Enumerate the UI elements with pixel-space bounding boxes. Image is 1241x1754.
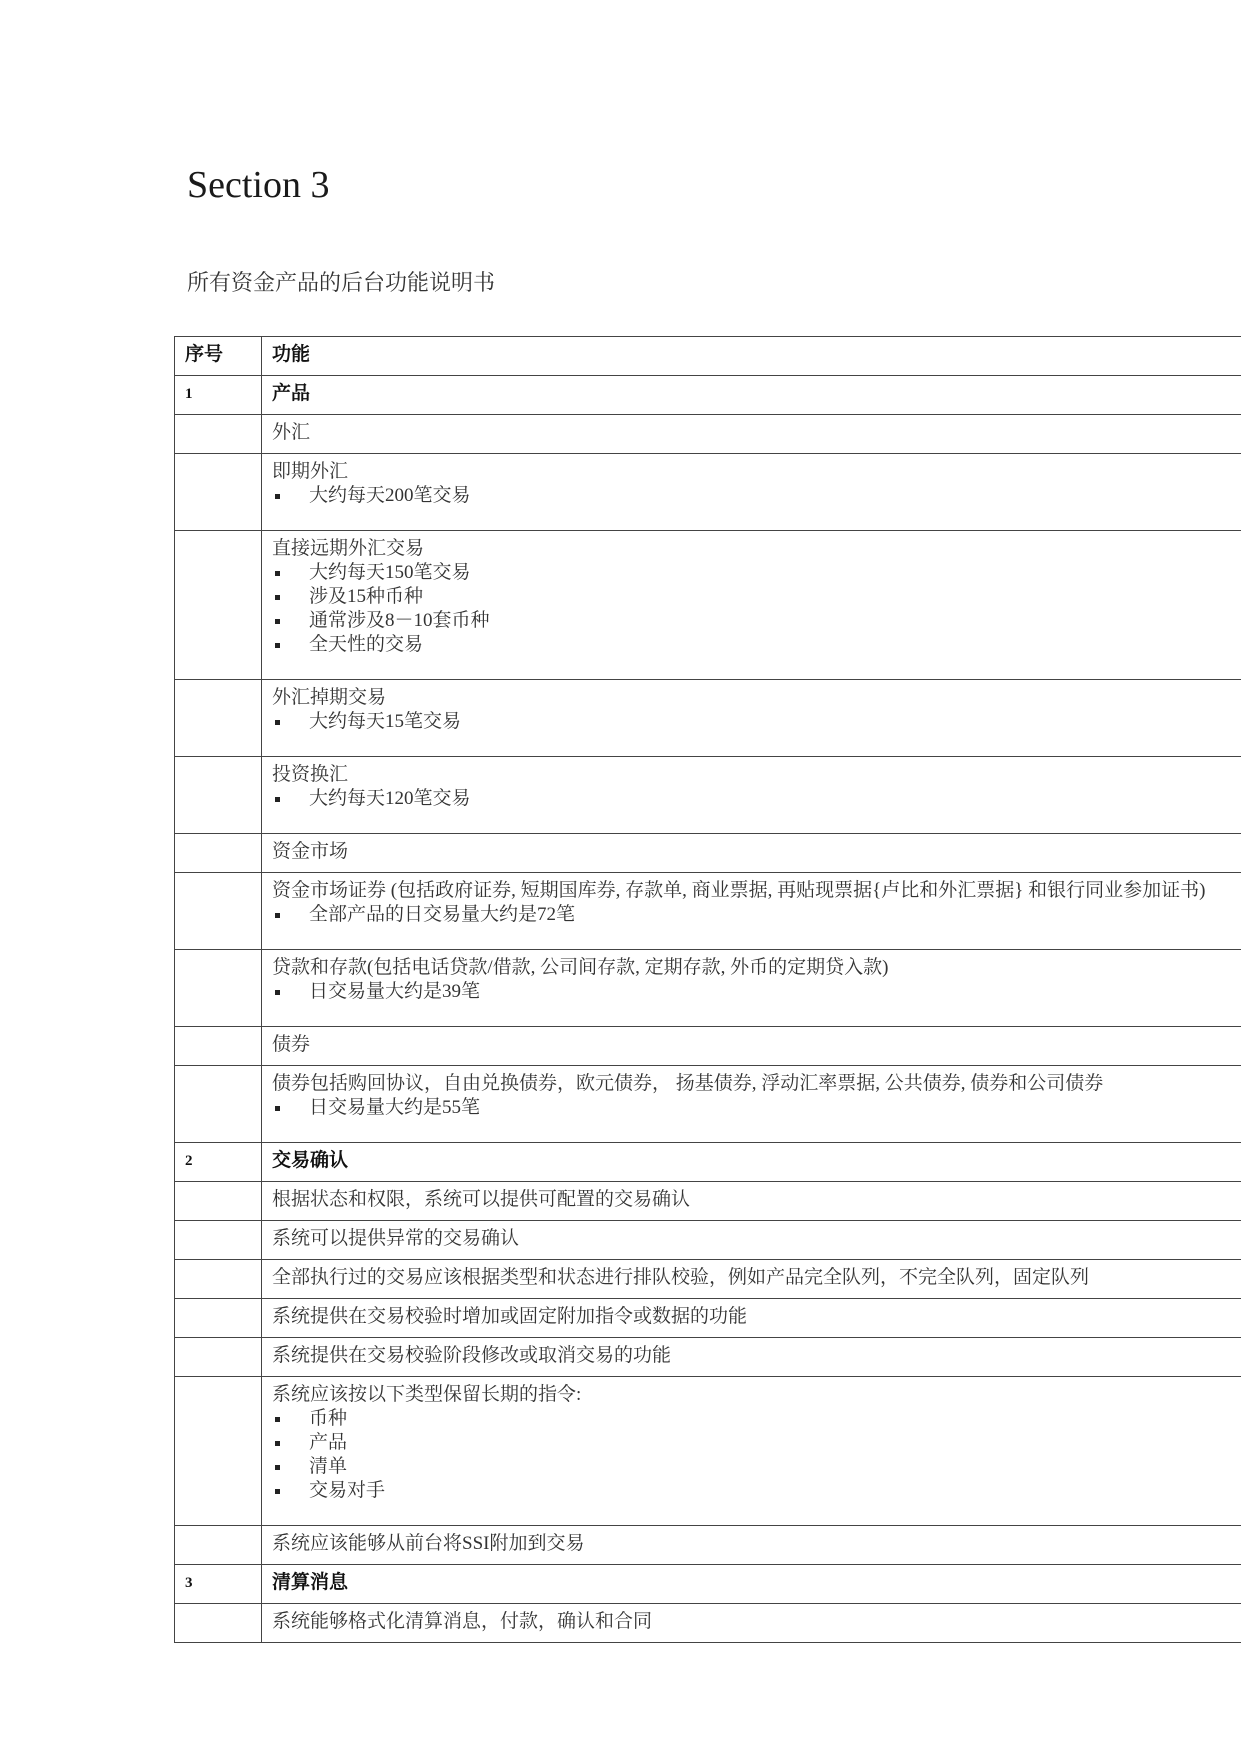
row-num-cell — [175, 757, 262, 834]
table-row-item — [175, 1066, 1241, 1143]
table-row-text — [175, 1182, 1241, 1221]
table-row-item — [175, 680, 1241, 757]
category-heading-cell: 债券 — [262, 1027, 1241, 1066]
function-spec-table — [174, 336, 1241, 1643]
bullet-list — [272, 903, 1231, 927]
table-row-category — [175, 1027, 1241, 1066]
row-num-cell — [175, 873, 262, 950]
row-func-cell: 系统应该能够从前台将SSI附加到交易 — [262, 1526, 1241, 1565]
bullet-item: 通常涉及8－10套币种 — [272, 609, 1231, 633]
bullet-list — [272, 980, 1231, 1004]
row-num-cell — [175, 1027, 262, 1066]
row-func-cell — [262, 1066, 1241, 1143]
item-title: 债券包括购回协议，自由兑换债券，欧元债券， 扬基债券, 浮动汇率票据, 公共债券, 债券和公司债券 — [272, 1073, 1104, 1094]
section-heading-cell: 产品 — [262, 376, 1241, 415]
row-num-cell: 2 — [175, 1143, 262, 1182]
table-row-item — [175, 757, 1241, 834]
row-func-cell: 系统可以提供异常的交易确认 — [262, 1221, 1241, 1260]
bullet-item: 日交易量大约是55笔 — [272, 1096, 1231, 1120]
row-num-cell — [175, 1182, 262, 1221]
row-func-cell — [262, 873, 1241, 950]
row-func-cell — [262, 757, 1241, 834]
table-row-section — [175, 376, 1241, 415]
table-row-item — [175, 950, 1241, 1027]
table-row-item — [175, 531, 1241, 680]
table-row-text — [175, 1221, 1241, 1260]
item-title: 即期外汇 — [272, 461, 349, 482]
bullet-item: 大约每天15笔交易 — [272, 710, 1231, 734]
table-row-item — [175, 454, 1241, 531]
header-func-cell: 功能 — [262, 337, 1241, 376]
table-row-text — [175, 1338, 1241, 1377]
table-row-item — [175, 873, 1241, 950]
row-num-cell — [175, 454, 262, 531]
row-num-cell — [175, 1260, 262, 1299]
bullet-list — [272, 787, 1231, 811]
table-row-section — [175, 1143, 1241, 1182]
row-num-cell — [175, 1066, 262, 1143]
item-title: 外汇掉期交易 — [272, 687, 387, 708]
table-header-row — [175, 337, 1241, 376]
category-heading-cell: 资金市场 — [262, 834, 1241, 873]
row-func-cell — [262, 454, 1241, 531]
row-func-cell: 系统提供在交易校验时增加或固定附加指令或数据的功能 — [262, 1299, 1241, 1338]
row-num-cell — [175, 1526, 262, 1565]
bullet-item: 涉及15种币种 — [272, 585, 1231, 609]
row-func-cell: 系统提供在交易校验阶段修改或取消交易的功能 — [262, 1338, 1241, 1377]
row-num-cell — [175, 834, 262, 873]
category-heading-cell: 外汇 — [262, 415, 1241, 454]
bullet-item: 大约每天200笔交易 — [272, 484, 1231, 508]
row-num-cell — [175, 1604, 262, 1643]
row-num-cell — [175, 1377, 262, 1526]
row-func-cell: 系统能够格式化清算消息，付款，确认和合同 — [262, 1604, 1241, 1643]
bullet-item: 大约每天120笔交易 — [272, 787, 1231, 811]
row-num-cell — [175, 1338, 262, 1377]
row-num-cell — [175, 680, 262, 757]
item-title: 资金市场证券 (包括政府证券, 短期国库券, 存款单, 商业票据, 再贴现票据{卢比和外汇票据} 和银行同业参加证书) — [272, 880, 1206, 901]
bullet-item: 交易对手 — [272, 1479, 1231, 1503]
table-row-text — [175, 1526, 1241, 1565]
bullet-list — [272, 561, 1231, 657]
row-func-cell — [262, 1377, 1241, 1526]
table-row-category — [175, 834, 1241, 873]
bullet-list — [272, 1096, 1231, 1120]
row-func-cell: 根据状态和权限，系统可以提供可配置的交易确认 — [262, 1182, 1241, 1221]
section-heading-cell: 清算消息 — [262, 1565, 1241, 1604]
row-func-cell: 全部执行过的交易应该根据类型和状态进行排队校验，例如产品完全队列，不完全队列，固定队列 — [262, 1260, 1241, 1299]
row-num-cell — [175, 1221, 262, 1260]
table-row-item — [175, 1377, 1241, 1526]
table-row-category — [175, 415, 1241, 454]
row-num-cell — [175, 1299, 262, 1338]
table-row-text — [175, 1604, 1241, 1643]
section-title: Section 3 — [187, 164, 330, 206]
row-num-cell — [175, 531, 262, 680]
table-row-section — [175, 1565, 1241, 1604]
bullet-item: 日交易量大约是39笔 — [272, 980, 1231, 1004]
item-title: 系统应该按以下类型保留长期的指令: — [272, 1384, 582, 1405]
bullet-item: 全天性的交易 — [272, 633, 1231, 657]
bullet-item: 大约每天150笔交易 — [272, 561, 1231, 585]
item-title: 贷款和存款(包括电话贷款/借款, 公司间存款, 定期存款, 外币的定期贷入款) — [272, 957, 889, 978]
row-func-cell — [262, 531, 1241, 680]
table-row-text — [175, 1260, 1241, 1299]
bullet-item: 全部产品的日交易量大约是72笔 — [272, 903, 1231, 927]
item-title: 直接远期外汇交易 — [272, 538, 425, 559]
bullet-list — [272, 710, 1231, 734]
row-func-cell — [262, 680, 1241, 757]
item-title: 投资换汇 — [272, 764, 349, 785]
bullet-list — [272, 484, 1231, 508]
bullet-item: 产品 — [272, 1431, 1231, 1455]
bullet-list — [272, 1407, 1231, 1503]
document-subtitle: 所有资金产品的后台功能说明书 — [187, 270, 496, 295]
section-heading-cell: 交易确认 — [262, 1143, 1241, 1182]
bullet-item: 币种 — [272, 1407, 1231, 1431]
header-num-cell: 序号 — [175, 337, 262, 376]
row-num-cell: 3 — [175, 1565, 262, 1604]
row-num-cell — [175, 415, 262, 454]
row-num-cell: 1 — [175, 376, 262, 415]
bullet-item: 清单 — [272, 1455, 1231, 1479]
table-row-text — [175, 1299, 1241, 1338]
row-func-cell — [262, 950, 1241, 1027]
row-num-cell — [175, 950, 262, 1027]
